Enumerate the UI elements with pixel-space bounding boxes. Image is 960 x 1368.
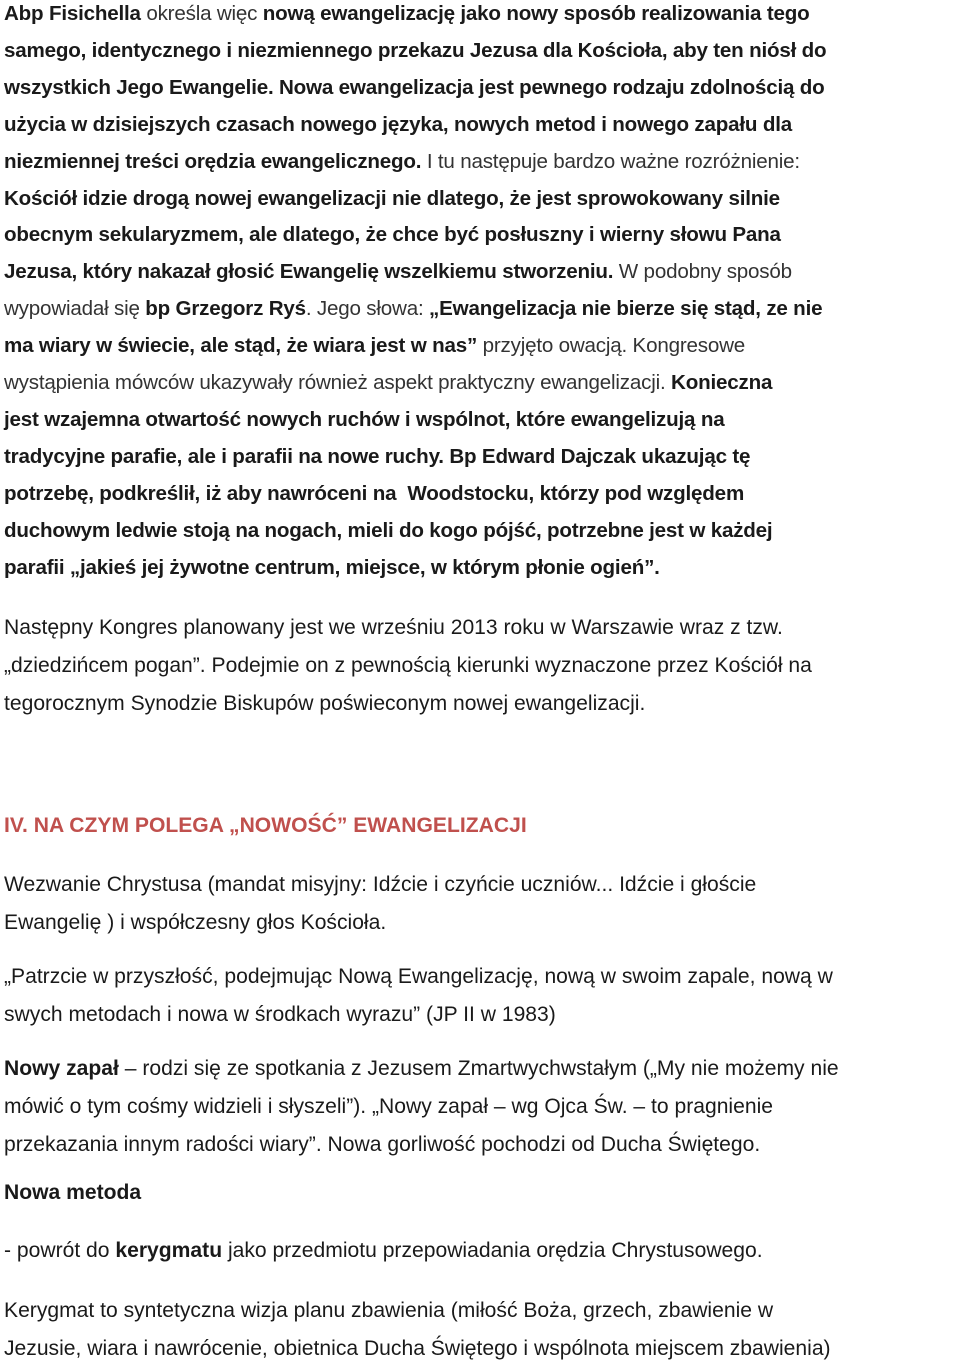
paragraph-kerygma-definition (4, 1292, 956, 1368)
text-run: wypowiadał się (4, 297, 146, 321)
text-line (4, 33, 956, 70)
text-run: przyjęto owacją. Kongresowe (477, 334, 746, 358)
bold-text-run: potrzebę, podkreślił, iż aby nawróceni na Woodstocku, którzy pod względem (4, 481, 745, 505)
text-run: W podobny sposób (613, 260, 792, 284)
text-run: - powrót do (4, 1239, 116, 1262)
text-run: – rodzi się ze spotkania z Jezusem Zmartwychwstałym („My nie możemy nie (118, 1057, 839, 1080)
paragraph-next-congress (4, 609, 956, 723)
text-line: „Patrzcie w przyszłość, podejmując Nową Ewangelizację, nową w swoim zapale, nową w (4, 965, 833, 988)
text-run: I tu następuje bardzo ważne rozróżnienie: (421, 149, 800, 173)
text-line: tegorocznym Synodzie Biskupów poświeconym nowej ewangelizacji. (4, 692, 646, 715)
text-line: Kerygmat to syntetyczna wizja planu zbawienia (miłość Boża, grzech, zbawienie w (4, 1299, 774, 1322)
text-line (4, 107, 956, 144)
term-kerygma: kerygmatu (115, 1239, 223, 1262)
bold-text-run: jest wzajemna otwartość nowych ruchów i wspólnot, które ewangelizują na (4, 407, 725, 431)
text-run: określa więc (140, 2, 263, 25)
bold-text-run: „Ewangelizacja nie bierze się stąd, ze nie (429, 297, 823, 321)
bold-text-run: użycia w dzisiejszych czasach nowego języka, nowych metod i nowego zapału dla (4, 112, 792, 136)
text-line (4, 70, 956, 107)
bold-text-run: parafii „jakieś jej żywotne centrum, miejsce, w którym płonie ogień”. (4, 555, 660, 579)
bold-text-run: samego, identycznego i niezmiennego przekazu Jezusa dla Kościoła, aby ten niósł do (4, 38, 827, 62)
text-line (4, 439, 956, 476)
text-line (4, 550, 956, 587)
text-line (4, 144, 956, 181)
text-line (4, 0, 956, 33)
text-line: mówić o tym cośmy widzieli i słyszeli”). „Nowy zapał – wg Ojca Św. – to pragnienie (4, 1095, 773, 1118)
bold-text-run: duchowym ledwie stoją na nogach, mieli do kogo pójść, potrzebne jest w każdej (4, 518, 773, 542)
paragraph-jp2-quote (4, 958, 956, 1034)
subheading-new-method: Nowa metoda (4, 1181, 142, 1204)
bold-text-run: niezmiennej treści orędzia ewangelicznego. (4, 149, 422, 173)
bold-text-run: obecnym sekularyzmem, ale dlatego, że chce być posłuszny i wierny słowu Pana (4, 223, 781, 247)
text-run: jako przedmiotu przepowiadania orędzia Chrystusowego. (222, 1239, 763, 1262)
text-line: przekazania innym radości wiary”. Nowa gorliwość pochodzi od Ducha Świętego. (4, 1133, 761, 1156)
bold-text-run: Jezusa, który nakazał głosić Ewangelię wszelkiemu stworzeniu. (4, 260, 614, 284)
text-line (4, 254, 956, 291)
bold-text-run: Konieczna (671, 371, 773, 395)
bold-text-run: tradycyjne parafie, ale i parafii na nowe ruchy. Bp Edward Dajczak ukazując tę (4, 444, 751, 468)
section-heading: IV. NA CZYM POLEGA „NOWOŚĆ” EWANGELIZACJI (4, 814, 527, 837)
text-run: wystąpienia mówców ukazywały również aspekt praktyczny ewangelizacji. (4, 371, 672, 395)
text-line (4, 217, 956, 254)
text-line: „dziedzińcem pogan”. Podejmie on z pewnością kierunki wyznaczone przez Kościół na (4, 654, 812, 677)
text-line: Wezwanie Chrystusa (mandat misyjny: Idźcie i czyńcie uczniów... Idźcie i głoście (4, 873, 757, 896)
bold-text-run: Kościół idzie drogą nowej ewangelizacji nie dlatego, że jest sprowokowany silnie (4, 186, 780, 210)
paragraph-congress-summary (4, 0, 956, 587)
text-line (4, 181, 956, 218)
text-line (4, 1050, 956, 1088)
bold-text-run: wszystkich Jego Ewangelie. Nowa ewangelizacja jest pewnego rodzaju zdolnością do (4, 75, 825, 99)
bold-text-run: bp Grzegorz Ryś (145, 297, 306, 321)
text-line (4, 476, 956, 513)
text-line (4, 402, 956, 439)
paragraph-kerygma-return (4, 1232, 956, 1270)
text-line: Następny Kongres planowany jest we wrześniu 2013 roku w Warszawie wraz z tzw. (4, 616, 783, 639)
text-line: swych metodach i nowa w środkach wyrazu” (JP II w 1983) (4, 1003, 556, 1026)
bold-text-run: nową ewangelizację jako nowy sposób realizowania tego (262, 2, 810, 25)
bold-text-run: ma wiary w świecie, ale stąd, że wiara jest w nas” (4, 334, 478, 358)
text-line (4, 513, 956, 550)
text-run: . Jego słowa: (305, 297, 429, 321)
text-line (4, 291, 956, 328)
paragraph-mission-mandate (4, 866, 956, 942)
text-line (4, 328, 956, 365)
bold-text-run: Abp Fisichella (4, 2, 141, 25)
paragraph-new-zeal (4, 1050, 956, 1164)
term-new-zeal: Nowy zapał (4, 1057, 119, 1080)
text-line (4, 365, 956, 402)
text-line: Jezusie, wiara i nawrócenie, obietnica Ducha Świętego i wspólnota miejscem zbawienia) (4, 1337, 831, 1360)
text-line: Ewangelię ) i współczesny głos Kościoła. (4, 911, 387, 934)
